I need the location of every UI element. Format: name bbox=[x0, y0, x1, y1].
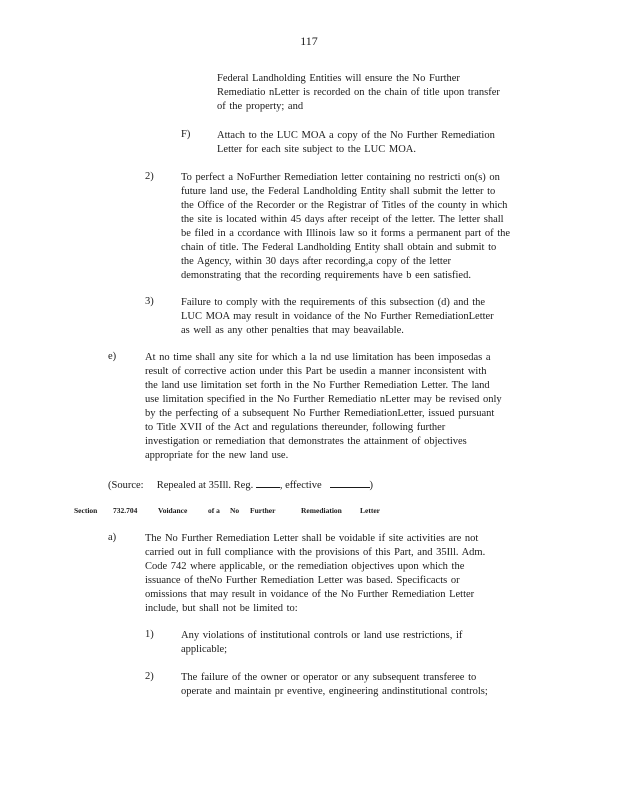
heading-word: Voidance bbox=[158, 506, 188, 515]
text-line: chain of title. The Federal Landholding Entity shall obtain and submit to bbox=[181, 242, 497, 253]
source-repealed: Repealed at 35Ill. Reg. bbox=[156, 480, 254, 491]
text-line: Failure to comply with the requirements of this subsection (d) and the bbox=[181, 297, 486, 308]
item-e-paragraph bbox=[145, 351, 537, 463]
text-line: use limitation specified in the No Further Remediatio nLetter may be revised only bbox=[145, 394, 502, 405]
text-line: appropriate for the new land use. bbox=[145, 450, 289, 461]
text-line: of the property; and bbox=[217, 101, 304, 112]
sub-2-paragraph bbox=[181, 671, 521, 699]
text-line: Remediatio nLetter is recorded on the chain of title upon transfer bbox=[217, 87, 500, 98]
sub-label-1: 1) bbox=[145, 629, 154, 640]
text-line: the land use limitation set forth in the No Further Remediation Letter. The land bbox=[145, 380, 490, 391]
text-line: At no time shall any site for which a la nd use limitation has been imposedas a bbox=[145, 352, 491, 363]
heading-word: Remediation bbox=[301, 506, 342, 515]
source-note bbox=[108, 478, 373, 491]
heading-word: Further bbox=[250, 506, 276, 515]
heading-word: of a bbox=[208, 506, 220, 515]
text-line: Code 742 where applicable, or the remediation objectives upon which the bbox=[145, 561, 465, 572]
text-line: To perfect a NoFurther Remediation letter containing no restricti on(s) on bbox=[181, 172, 500, 183]
text-line: The No Further Remediation Letter shall be voidable if site activities are not bbox=[145, 533, 479, 544]
text-line: the site is located within 45 days after receipt of the letter. The letter shall bbox=[181, 214, 504, 225]
text-line: investigation or remediation that demonstrates the attainment of objectives bbox=[145, 436, 467, 447]
text-line: Attach to the LUC MOA a copy of the No Further Remediation bbox=[217, 130, 495, 141]
source-open: (Source: bbox=[108, 480, 144, 491]
section-word: Section bbox=[74, 506, 98, 515]
text-line: LUC MOA may result in voidance of the No Further RemediationLetter bbox=[181, 311, 494, 322]
text-line: result of corrective action under this Part be usedin a manner inconsistent with bbox=[145, 366, 487, 377]
item-2-paragraph bbox=[181, 171, 536, 283]
text-line: demonstrating that the recording requirements have b een satisfied. bbox=[181, 270, 471, 281]
sub-1-paragraph bbox=[181, 629, 501, 657]
text-line: Federal Landholding Entities will ensure the No Further bbox=[217, 73, 460, 84]
item-label-a: a) bbox=[108, 532, 117, 543]
item-f-paragraph bbox=[217, 129, 517, 157]
text-line: operate and maintain pr eventive, engineering andinstitutional controls; bbox=[181, 686, 488, 697]
text-line: applicable; bbox=[181, 644, 228, 655]
heading-word: No bbox=[230, 506, 240, 515]
text-line: as well as any other penalties that may beavailable. bbox=[181, 325, 404, 336]
source-close: ) bbox=[369, 480, 373, 491]
text-line: the Agency, within 30 days after recording,a copy of the letter bbox=[181, 256, 451, 267]
text-line: Letter for each site subject to the LUC MOA. bbox=[217, 144, 416, 155]
text-line: include, but shall not be limited to: bbox=[145, 603, 298, 614]
item-a-paragraph bbox=[145, 532, 515, 616]
text-line: be filed in a ccordance with Illinois law so it forms a permanent part of the bbox=[181, 228, 511, 239]
effective-date-blank bbox=[330, 478, 370, 488]
item-3-paragraph bbox=[181, 296, 521, 338]
text-line: the Office of the Recorder or the Registrar of Titles of the county in which bbox=[181, 200, 508, 211]
text-line: by the perfecting of a subsequent No Further RemediationLetter, issued pursuant bbox=[145, 408, 495, 419]
item-label-3: 3) bbox=[145, 296, 154, 307]
item-label-2: 2) bbox=[145, 171, 154, 182]
text-line: to Title XVII of the Act and regulations thereunder, following further bbox=[145, 422, 446, 433]
text-line: issuance of theNo Further Remediation Letter was based. Specificacts or bbox=[145, 575, 460, 586]
text-line: Any violations of institutional controls or land use restrictions, if bbox=[181, 630, 463, 641]
sub-label-2: 2) bbox=[145, 671, 154, 682]
text-line: carried out in full compliance with the provisions of this Part, and 35Ill. Adm. bbox=[145, 547, 486, 558]
item-label-e: e) bbox=[108, 351, 117, 362]
text-line: future land use, the Federal Landholding Entity shall submit the letter to bbox=[181, 186, 496, 197]
section-number: 732.704 bbox=[113, 506, 138, 515]
text-line: omissions that may result in voidance of the No Further Remediation Letter bbox=[145, 589, 475, 600]
text-line: The failure of the owner or operator or any subsequent transferee to bbox=[181, 672, 477, 683]
page-number: 117 bbox=[300, 34, 318, 48]
item-label-f: F) bbox=[181, 129, 191, 140]
heading-word: Letter bbox=[360, 506, 380, 515]
register-volume-blank bbox=[256, 478, 280, 488]
source-effective: , effective bbox=[279, 480, 322, 491]
intro-paragraph bbox=[217, 72, 527, 114]
